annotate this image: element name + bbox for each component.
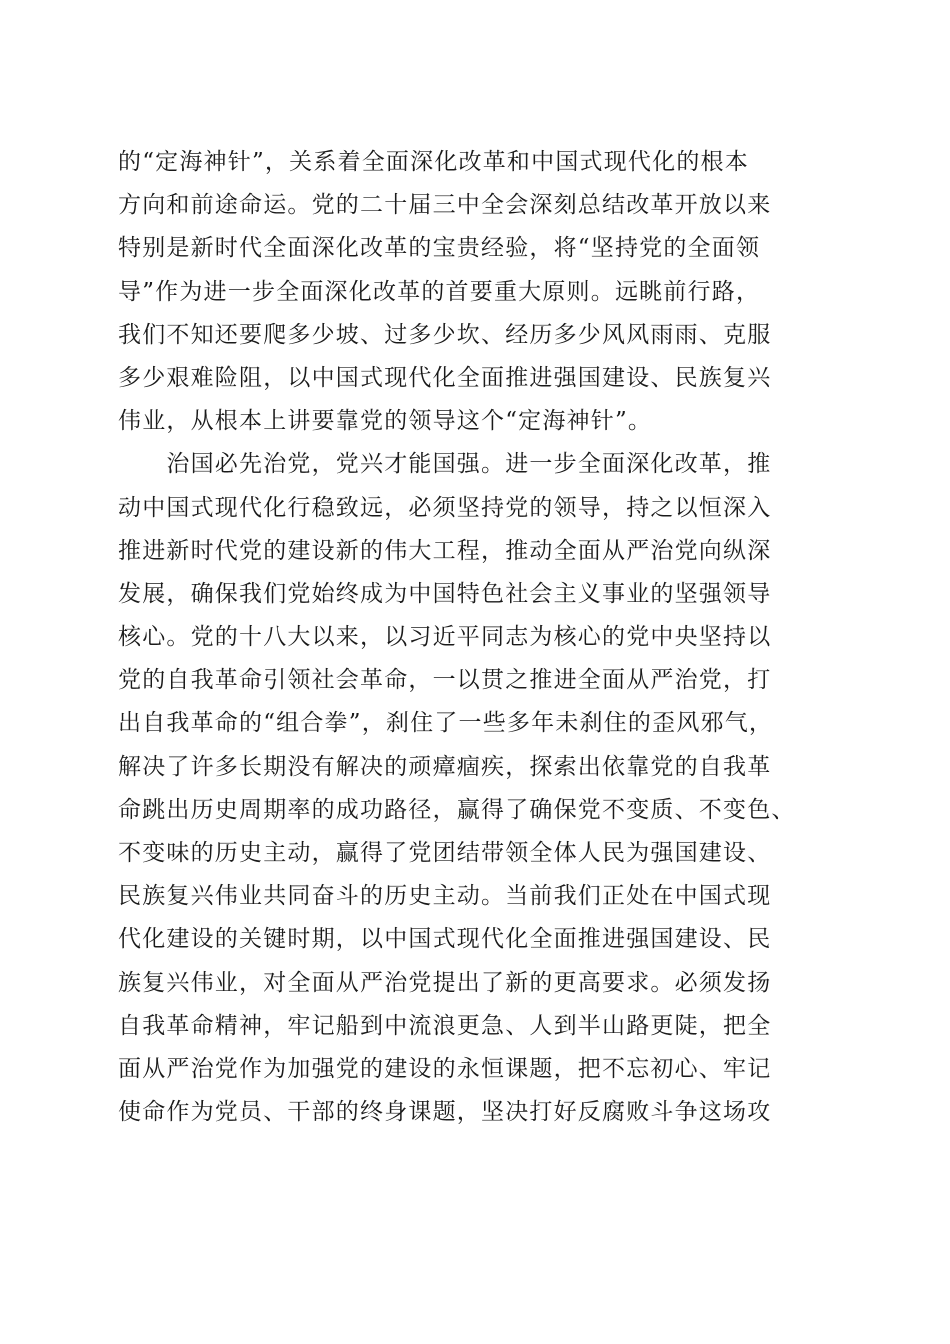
text-line: 的“定海神针”，关系着全面深化改革和中国式现代化的根本 — [118, 149, 749, 175]
body-text — [118, 141, 838, 1134]
text-line: 核心。党的十八大以来，以习近平同志为核心的党中央坚持以 — [118, 624, 772, 651]
text-line: 导”作为进一步全面深化改革的首要重大原则。远眺前行路， — [118, 278, 761, 305]
text-line: 发展，确保我们党始终成为中国特色社会主义事业的坚强领导 — [118, 580, 772, 607]
text-line: 出自我革命的“组合拳”，刹住了一些多年未刹住的歪风邪气， — [118, 710, 774, 737]
text-line: 特别是新时代全面深化改革的宝贵经验，将“坚持党的全面领 — [118, 235, 761, 262]
text-line: 民族复兴伟业共同奋斗的历史主动。当前我们正处在中国式现 — [118, 883, 772, 910]
text-line: 自我革命精神，牢记船到中流浪更急、人到半山路更陡，把全 — [118, 1012, 772, 1039]
text-line: 解决了许多长期没有解决的顽瘴痼疾，探索出依靠党的自我革 — [118, 753, 772, 780]
text-line: 代化建设的关键时期，以中国式现代化全面推进强国建设、民 — [118, 926, 772, 953]
text-line: 族复兴伟业，对全面从严治党提出了新的更高要求。必须发扬 — [118, 969, 772, 996]
text-line: 使命作为党员、干部的终身课题，坚决打好反腐败斗争这场攻 — [118, 1099, 772, 1126]
text-line: 我们不知还要爬多少坡、过多少坎、经历多少风风雨雨、克服 — [118, 321, 772, 348]
text-line: 多少艰难险阻，以中国式现代化全面推进强国建设、民族复兴 — [118, 364, 772, 391]
text-line: 推进新时代党的建设新的伟大工程，推动全面从严治党向纵深 — [118, 537, 772, 564]
text-line: 动中国式现代化行稳致远，必须坚持党的领导，持之以恒深入 — [118, 494, 772, 521]
text-line: 方向和前途命运。党的二十届三中全会深刻总结改革开放以来 — [118, 192, 772, 219]
paragraph-start-line: 治国必先治党，党兴才能国强。进一步全面深化改革，推 — [118, 451, 772, 478]
text-line: 党的自我革命引领社会革命，一以贯之推进全面从严治党，打 — [118, 667, 772, 694]
text-line: 不变味的历史主动，赢得了党团结带领全体人民为强国建设、 — [118, 840, 772, 866]
text-line: 命跳出历史周期率的成功路径，赢得了确保党不变质、不变色、 — [118, 796, 796, 823]
text-line: 面从严治党作为加强党的建设的永恒课题，把不忘初心、牢记 — [118, 1055, 772, 1082]
text-line: 伟业，从根本上讲要靠党的领导这个“定海神针”。 — [118, 408, 653, 435]
